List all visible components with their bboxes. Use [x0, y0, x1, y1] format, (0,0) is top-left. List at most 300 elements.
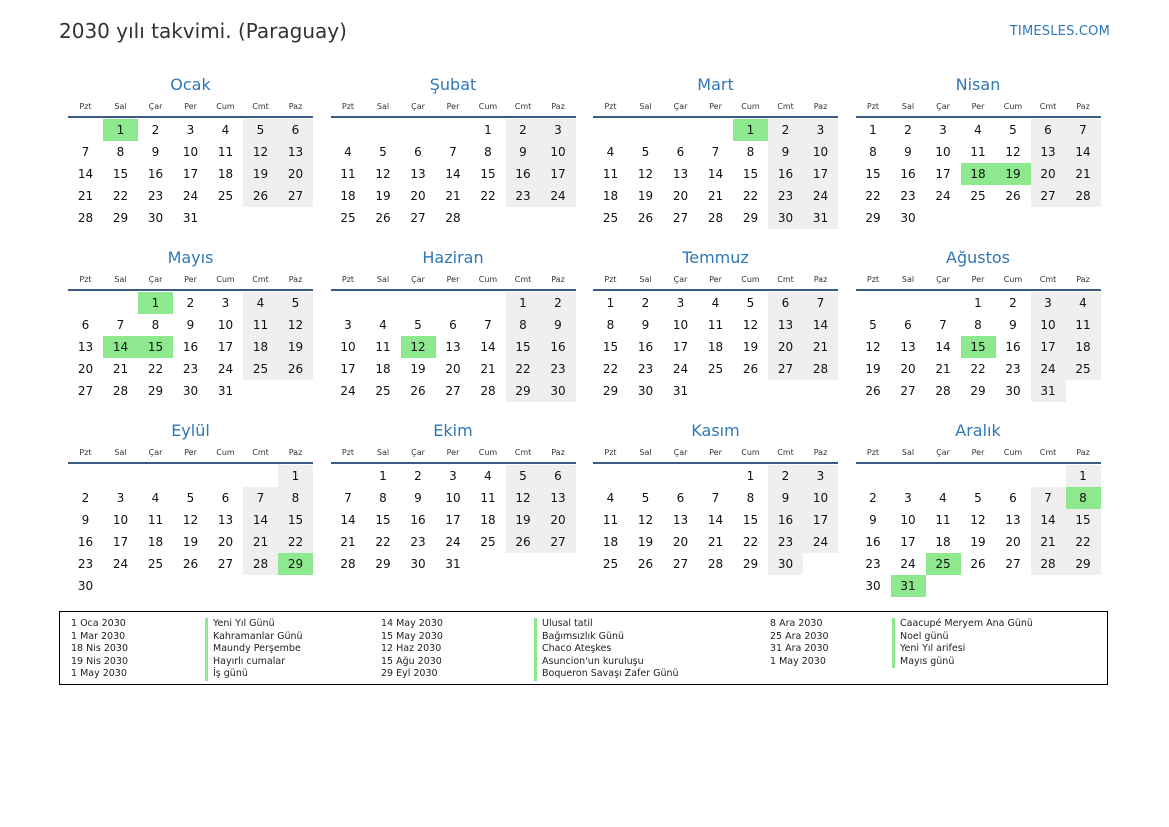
- day-cell: 22: [742, 535, 759, 549]
- day-cell: 22: [147, 362, 164, 376]
- day-cell: 30: [410, 557, 426, 571]
- day-cell: 30: [147, 211, 164, 225]
- day-cell: 27: [77, 384, 94, 398]
- day-cell: 25: [340, 211, 356, 225]
- day-cell: 23: [865, 557, 881, 571]
- holiday-date: 19 Nis 2030: [71, 655, 128, 667]
- day-cell: 17: [803, 509, 838, 531]
- day-cell: 28: [1031, 553, 1066, 575]
- day-cell: 19: [742, 340, 759, 354]
- day-cell: 7: [449, 145, 457, 159]
- holiday-name: Caacupé Meryem Ana Günü: [892, 618, 1033, 631]
- day-cell: 21: [112, 362, 129, 376]
- holiday-day-cell: 29: [278, 553, 313, 575]
- month-name: Ocak: [170, 75, 211, 94]
- day-cell: 28: [77, 211, 94, 225]
- day-cell: 30: [768, 553, 803, 575]
- day-cell: 29: [112, 211, 129, 225]
- day-cell: 21: [707, 535, 724, 549]
- day-cell: 12: [865, 340, 881, 354]
- weekday-label: Per: [971, 448, 985, 457]
- day-cell: 22: [375, 535, 391, 549]
- holiday-name: Yeni Yıl arifesi: [892, 643, 1033, 656]
- day-cell: 8: [869, 145, 877, 159]
- day-cell: 23: [637, 362, 654, 376]
- day-cell: 4: [606, 145, 615, 159]
- day-cell: 22: [506, 358, 541, 380]
- day-cell: 26: [375, 211, 391, 225]
- day-cell: 9: [641, 318, 650, 332]
- day-cell: 23: [182, 362, 199, 376]
- weekday-header: [856, 98, 1101, 118]
- weekday-label: Çar: [148, 275, 163, 284]
- day-cell: 19: [375, 189, 391, 203]
- empty-cell: [401, 119, 436, 141]
- day-cell: 10: [182, 145, 199, 159]
- holiday-legend: [59, 611, 1108, 685]
- day-cell: 16: [1005, 340, 1021, 354]
- weekday-label: Cmt: [514, 448, 532, 457]
- weekday-label: Paz: [288, 102, 303, 111]
- day-cell: 28: [707, 211, 724, 225]
- day-cell: 20: [217, 535, 234, 549]
- day-cell: 9: [768, 141, 803, 163]
- holiday-date: 1 Oca 2030: [71, 618, 126, 629]
- holiday-day-cell: 19: [996, 163, 1031, 185]
- weekday-label: Çar: [936, 448, 950, 457]
- day-cell: 11: [707, 318, 724, 332]
- weekday-header: [856, 444, 1101, 464]
- month-6: [593, 245, 838, 402]
- day-cell: 13: [445, 340, 461, 354]
- weekday-label: Per: [184, 448, 197, 457]
- month-9: [331, 418, 576, 597]
- holiday-day-cell: 8: [1066, 487, 1101, 509]
- weekday-label: Çar: [148, 102, 163, 111]
- brand-link[interactable]: TIMESLES.COM: [1009, 24, 1110, 39]
- day-cell: 23: [506, 185, 541, 207]
- weekday-label: Sal: [114, 275, 127, 284]
- day-cell: 18: [602, 189, 619, 203]
- day-cell: 4: [243, 292, 278, 314]
- day-cell: 8: [116, 145, 125, 159]
- day-cell: 11: [243, 314, 278, 336]
- day-cell: 24: [112, 557, 129, 571]
- weekday-label: Paz: [551, 102, 565, 111]
- day-cell: 5: [974, 491, 982, 505]
- day-cell: 11: [217, 145, 234, 159]
- day-cell: 7: [711, 145, 720, 159]
- weekday-label: Paz: [288, 448, 303, 457]
- weekday-label: Cmt: [777, 448, 794, 457]
- empty-cell: [68, 465, 103, 487]
- day-cell: 9: [904, 145, 912, 159]
- holiday-names-col-3: [892, 618, 1033, 668]
- day-cell: 25: [147, 557, 164, 571]
- weekday-label: Çar: [148, 448, 163, 457]
- day-cell: 7: [116, 318, 125, 332]
- day-cell: 30: [182, 384, 199, 398]
- day-cell: 9: [81, 513, 90, 527]
- day-cell: 11: [147, 513, 164, 527]
- weekday-label: Çar: [411, 448, 425, 457]
- days-grid: [593, 119, 838, 229]
- day-cell: 8: [151, 318, 160, 332]
- weekday-header: [593, 271, 838, 291]
- day-cell: 23: [900, 189, 916, 203]
- weekday-label: Pzt: [604, 275, 617, 284]
- empty-cell: [593, 119, 628, 141]
- day-cell: 29: [147, 384, 164, 398]
- day-cell: 2: [186, 296, 195, 310]
- weekday-label: Sal: [901, 448, 915, 457]
- weekday-label: Pzt: [604, 448, 617, 457]
- day-cell: 24: [541, 185, 576, 207]
- days-grid: [856, 119, 1101, 229]
- day-cell: 15: [375, 513, 391, 527]
- day-cell: 27: [672, 557, 689, 571]
- day-cell: 28: [340, 557, 356, 571]
- day-cell: 14: [243, 509, 278, 531]
- day-cell: 8: [606, 318, 615, 332]
- day-cell: 4: [1066, 292, 1101, 314]
- weekday-label: Çar: [673, 102, 688, 111]
- day-cell: 27: [1031, 185, 1066, 207]
- day-cell: 17: [803, 163, 838, 185]
- days-grid: [856, 292, 1101, 402]
- day-cell: 27: [445, 384, 461, 398]
- day-cell: 19: [865, 362, 881, 376]
- day-cell: 25: [243, 358, 278, 380]
- day-cell: 7: [484, 318, 492, 332]
- weekday-label: Pzt: [341, 448, 355, 457]
- day-cell: 4: [151, 491, 160, 505]
- calendar-grid: [68, 72, 1101, 597]
- day-cell: 24: [182, 189, 199, 203]
- weekday-label: Cmt: [1039, 275, 1057, 284]
- holiday-day-cell: 1: [103, 119, 138, 141]
- month-8: [68, 418, 313, 597]
- day-cell: 5: [1009, 123, 1017, 137]
- day-cell: 21: [243, 531, 278, 553]
- empty-cell: [366, 119, 401, 141]
- day-cell: 18: [1066, 336, 1101, 358]
- day-cell: 7: [711, 491, 720, 505]
- month-name: Kasım: [691, 421, 740, 440]
- weekday-header: [593, 98, 838, 118]
- day-cell: 17: [340, 362, 356, 376]
- weekday-label: Per: [184, 102, 197, 111]
- empty-cell: [366, 292, 401, 314]
- day-cell: 19: [278, 336, 313, 358]
- day-cell: 13: [217, 513, 234, 527]
- month-11: [856, 418, 1101, 597]
- day-cell: 5: [243, 119, 278, 141]
- weekday-label: Cum: [1003, 275, 1023, 284]
- day-cell: 2: [414, 469, 422, 483]
- day-cell: 25: [707, 362, 724, 376]
- day-cell: 11: [375, 340, 391, 354]
- day-cell: 27: [1005, 557, 1021, 571]
- day-cell: 12: [243, 141, 278, 163]
- day-cell: 1: [606, 296, 615, 310]
- day-cell: 5: [869, 318, 877, 332]
- day-cell: 24: [803, 185, 838, 207]
- month-name: Nisan: [955, 75, 1001, 94]
- weekday-label: Sal: [376, 448, 390, 457]
- empty-cell: [961, 465, 996, 487]
- day-cell: 19: [970, 535, 986, 549]
- day-cell: 21: [803, 336, 838, 358]
- day-cell: 26: [865, 384, 881, 398]
- holiday-name: Boqueron Savaşı Zafer Günü: [534, 668, 679, 681]
- day-cell: 3: [803, 465, 838, 487]
- weekday-label: Cum: [478, 275, 498, 284]
- day-cell: 16: [900, 167, 916, 181]
- day-cell: 20: [672, 189, 689, 203]
- day-cell: 14: [77, 167, 94, 181]
- day-cell: 20: [410, 189, 426, 203]
- day-cell: 28: [707, 557, 724, 571]
- month-0: [68, 72, 313, 229]
- day-cell: 10: [900, 513, 916, 527]
- day-cell: 20: [445, 362, 461, 376]
- weekday-header: [68, 98, 313, 118]
- day-cell: 7: [1031, 487, 1066, 509]
- day-cell: 12: [506, 487, 541, 509]
- day-cell: 1: [869, 123, 877, 137]
- month-name: Ekim: [433, 421, 473, 440]
- day-cell: 24: [935, 189, 951, 203]
- day-cell: 29: [742, 557, 759, 571]
- day-cell: 20: [1005, 535, 1021, 549]
- weekday-label: Cum: [216, 102, 235, 111]
- month-1: [331, 72, 576, 229]
- day-cell: 6: [1009, 491, 1017, 505]
- days-grid: [331, 119, 576, 229]
- day-cell: 28: [445, 211, 461, 225]
- day-cell: 14: [803, 314, 838, 336]
- day-cell: 11: [602, 167, 619, 181]
- day-cell: 30: [1005, 384, 1021, 398]
- day-cell: 25: [602, 211, 619, 225]
- weekday-label: Pzt: [341, 102, 355, 111]
- day-cell: 11: [1066, 314, 1101, 336]
- month-name: Şubat: [429, 75, 477, 94]
- day-cell: 2: [768, 465, 803, 487]
- weekday-label: Cum: [216, 448, 235, 457]
- days-grid: [68, 292, 313, 402]
- empty-cell: [996, 465, 1031, 487]
- day-cell: 3: [676, 296, 685, 310]
- weekday-label: Cmt: [252, 275, 269, 284]
- holiday-dates-col-3: [770, 618, 829, 668]
- weekday-label: Per: [971, 275, 985, 284]
- days-grid: [856, 465, 1101, 597]
- holiday-date: 31 Ara 2030: [770, 643, 829, 654]
- holiday-date: 8 Ara 2030: [770, 618, 823, 629]
- weekday-label: Sal: [901, 102, 915, 111]
- day-cell: 12: [182, 513, 199, 527]
- weekday-label: Cum: [478, 102, 498, 111]
- day-cell: 18: [707, 340, 724, 354]
- day-cell: 26: [742, 362, 759, 376]
- weekday-label: Cum: [1003, 102, 1023, 111]
- day-cell: 6: [449, 318, 457, 332]
- day-cell: 17: [900, 535, 916, 549]
- day-cell: 28: [480, 384, 496, 398]
- day-cell: 25: [217, 189, 234, 203]
- day-cell: 21: [445, 189, 461, 203]
- day-cell: 30: [768, 207, 803, 229]
- day-cell: 31: [803, 207, 838, 229]
- day-cell: 16: [182, 340, 199, 354]
- day-cell: 6: [221, 491, 230, 505]
- weekday-label: Per: [446, 448, 460, 457]
- day-cell: 27: [217, 557, 234, 571]
- holiday-name: Kahramanlar Günü: [205, 631, 303, 644]
- day-cell: 19: [637, 189, 654, 203]
- empty-cell: [331, 119, 366, 141]
- day-cell: 14: [707, 167, 724, 181]
- weekday-label: Cum: [1003, 448, 1023, 457]
- empty-cell: [593, 465, 628, 487]
- day-cell: 22: [970, 362, 986, 376]
- day-cell: 18: [243, 336, 278, 358]
- day-cell: 27: [900, 384, 916, 398]
- month-7: [856, 245, 1101, 402]
- holiday-name: Yeni Yıl Günü: [205, 618, 303, 631]
- day-cell: 19: [506, 509, 541, 531]
- day-cell: 13: [278, 141, 313, 163]
- holiday-date: 18 Nis 2030: [71, 643, 128, 654]
- day-cell: 18: [340, 189, 356, 203]
- day-cell: 20: [672, 535, 689, 549]
- weekday-label: Sal: [114, 448, 127, 457]
- day-cell: 8: [746, 145, 755, 159]
- day-cell: 30: [637, 384, 654, 398]
- weekday-label: Cmt: [514, 102, 532, 111]
- day-cell: 10: [445, 491, 461, 505]
- day-cell: 22: [278, 531, 313, 553]
- day-cell: 18: [147, 535, 164, 549]
- day-cell: 17: [541, 163, 576, 185]
- day-cell: 18: [602, 535, 619, 549]
- empty-cell: [698, 119, 733, 141]
- day-cell: 5: [379, 145, 387, 159]
- month-name: Aralık: [955, 421, 1001, 440]
- day-cell: 15: [602, 340, 619, 354]
- day-cell: 28: [803, 358, 838, 380]
- day-cell: 13: [768, 314, 803, 336]
- day-cell: 9: [1009, 318, 1017, 332]
- weekday-label: Per: [446, 275, 460, 284]
- weekday-label: Sal: [901, 275, 915, 284]
- day-cell: 2: [768, 119, 803, 141]
- weekday-header: [68, 444, 313, 464]
- day-cell: 3: [449, 469, 457, 483]
- day-cell: 12: [278, 314, 313, 336]
- day-cell: 5: [641, 145, 650, 159]
- day-cell: 4: [379, 318, 387, 332]
- holiday-day-cell: 25: [926, 553, 961, 575]
- weekday-label: Cmt: [252, 102, 269, 111]
- day-cell: 10: [803, 141, 838, 163]
- day-cell: 6: [904, 318, 912, 332]
- day-cell: 19: [182, 535, 199, 549]
- day-cell: 31: [672, 384, 689, 398]
- day-cell: 10: [935, 145, 951, 159]
- holiday-day-cell: 18: [961, 163, 996, 185]
- day-cell: 22: [742, 189, 759, 203]
- day-cell: 2: [506, 119, 541, 141]
- day-cell: 16: [506, 163, 541, 185]
- day-cell: 15: [506, 336, 541, 358]
- empty-cell: [208, 465, 243, 487]
- day-cell: 20: [1031, 163, 1066, 185]
- day-cell: 29: [375, 557, 391, 571]
- day-cell: 15: [742, 513, 759, 527]
- month-10: [593, 418, 838, 597]
- holiday-date: 15 May 2030: [381, 630, 443, 642]
- holiday-name: Bağımsızlık Günü: [534, 631, 679, 644]
- weekday-label: Paz: [1076, 275, 1090, 284]
- day-cell: 10: [1031, 314, 1066, 336]
- day-cell: 1: [506, 292, 541, 314]
- day-cell: 12: [637, 167, 654, 181]
- day-cell: 23: [1005, 362, 1021, 376]
- empty-cell: [891, 292, 926, 314]
- day-cell: 29: [742, 211, 759, 225]
- day-cell: 3: [939, 123, 947, 137]
- weekday-header: [856, 271, 1101, 291]
- day-cell: 19: [410, 362, 426, 376]
- weekday-label: Per: [709, 275, 722, 284]
- day-cell: 30: [865, 579, 881, 593]
- day-cell: 7: [243, 487, 278, 509]
- day-cell: 4: [939, 491, 947, 505]
- day-cell: 30: [541, 380, 576, 402]
- weekday-label: Paz: [1076, 102, 1090, 111]
- weekday-label: Paz: [1076, 448, 1090, 457]
- day-cell: 3: [344, 318, 352, 332]
- day-cell: 2: [541, 292, 576, 314]
- weekday-label: Paz: [551, 275, 565, 284]
- day-cell: 24: [217, 362, 234, 376]
- holiday-name: Asuncion'un kuruluşu: [534, 656, 679, 669]
- weekday-label: Paz: [813, 448, 828, 457]
- day-cell: 8: [746, 491, 755, 505]
- day-cell: 13: [1005, 513, 1021, 527]
- day-cell: 14: [1031, 509, 1066, 531]
- weekday-label: Per: [971, 102, 985, 111]
- day-cell: 13: [900, 340, 916, 354]
- month-5: [331, 245, 576, 402]
- day-cell: 20: [541, 509, 576, 531]
- day-cell: 1: [484, 123, 492, 137]
- day-cell: 7: [344, 491, 352, 505]
- day-cell: 25: [375, 384, 391, 398]
- day-cell: 8: [506, 314, 541, 336]
- weekday-label: Cmt: [777, 275, 794, 284]
- day-cell: 9: [869, 513, 877, 527]
- month-name: Temmuz: [682, 248, 749, 267]
- day-cell: 24: [340, 384, 356, 398]
- day-cell: 31: [217, 384, 234, 398]
- day-cell: 1: [278, 465, 313, 487]
- empty-cell: [436, 292, 471, 314]
- weekday-header: [331, 98, 576, 118]
